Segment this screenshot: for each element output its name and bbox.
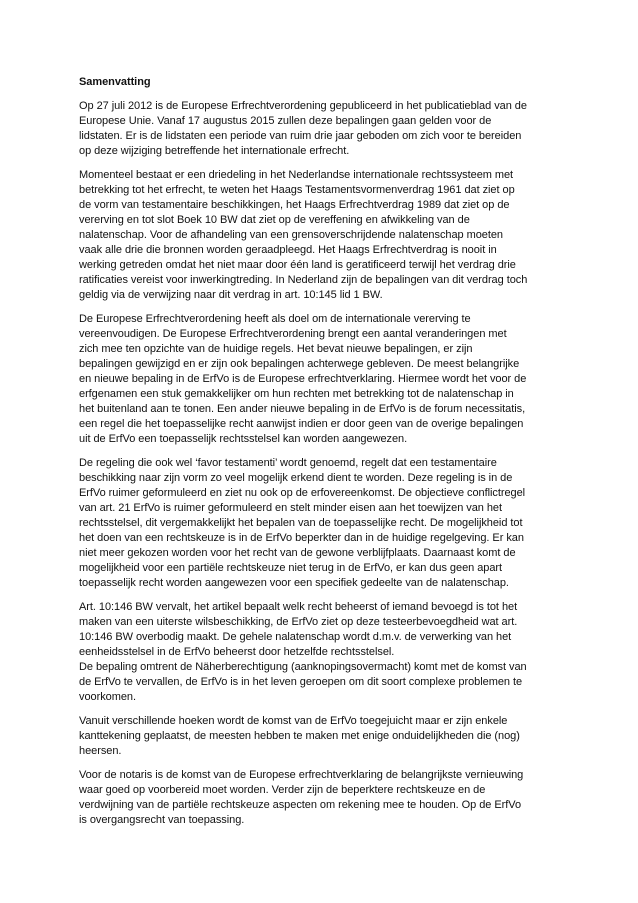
paragraph-line: maken van een uiterste wilsbeschikking, de ErfVo ziet op deze testeerbevoegdheid wat art. xyxy=(79,616,518,628)
paragraph-line: vereenvoudigen. De Europese Erfrechtverordening brengt een aantal veranderingen met xyxy=(79,328,507,340)
paragraph-2 xyxy=(79,168,563,303)
paragraph-line: zich mee ten opzichte van de huidige regels. Het bevat nieuwe bepalingen, er zijn xyxy=(79,343,473,355)
paragraph-line: Vanuit verschillende hoeken wordt de komst van de ErfVo toegejuicht maar er zijn enkele xyxy=(79,715,508,727)
paragraph-line: het buitenland aan te tonen. Een ander nieuwe bepaling in de ErfVo is de forum necessitatis, xyxy=(79,403,526,415)
paragraph-line: heersen. xyxy=(79,745,122,757)
paragraph-line: Europese Unie. Vanaf 17 augustus 2015 zullen deze bepalingen gaan gelden voor de xyxy=(79,115,492,127)
paragraph-line: bepalingen gewijzigd en er zijn ook bepalingen achterwege gebleven. De meest belangrijke xyxy=(79,358,520,370)
paragraph-line: De regeling die ook wel ‘favor testamenti’ wordt genoemd, regelt dat een testamentaire xyxy=(79,457,497,469)
paragraph-line: vaak alle drie die bronnen worden geraadpleegd. Het Haags Erfrechtverdrag is nooit in xyxy=(79,244,497,256)
document-content xyxy=(79,75,563,837)
paragraph-line: is overgangsrecht van toepassing. xyxy=(79,814,245,826)
paragraph-line: De Europese Erfrechtverordening heeft als doel om de internationale vererving te xyxy=(79,313,471,325)
paragraph-line: Voor de notaris is de komst van de Europese erfrechtverklaring de belangrijkste vernieuwing xyxy=(79,769,524,781)
paragraph-line: ErfVo ruimer geformuleerd en ziet nu ook op de erfovereenkomst. De objectieve conflictregel xyxy=(79,487,526,499)
paragraph-line: lidstaten. Er is de lidstaten een periode van ruim drie jaar geboden om zich voor te bereiden xyxy=(79,130,522,142)
paragraph-line: de vorm van testamentaire beschikkingen, het Haags Erfrechtverdrag 1989 dat ziet op de xyxy=(79,199,510,211)
paragraph-4 xyxy=(79,456,563,591)
paragraph-line: erfgenamen een stuk gemakkelijker om hun rechten met betrekking tot de nalatenschap in xyxy=(79,388,514,400)
paragraph-line: eenheidsstelsel in de ErfVo beheerst door hetzelfde rechtsstelsel. xyxy=(79,646,395,658)
paragraph-line: een regel die het toepasselijke recht aanwijst indien er door geen van de overige bepalingen xyxy=(79,418,524,430)
paragraph-line: betrekking tot het erfrecht, te weten het Haags Testamentsvormenverdrag 1961 dat ziet op xyxy=(79,184,515,196)
paragraph-line: nalatenschap. Voor de afhandeling van een grensoverschrijdende nalatenschap moeten xyxy=(79,229,503,241)
paragraph-line: ratificaties vereist voor inwerkingtreding. In Nederland zijn de bepalingen van dit verdrag toch xyxy=(79,274,528,286)
paragraph-1 xyxy=(79,99,563,159)
paragraph-line: waar goed op voorbereid moet worden. Verder zijn de beperktere rechtskeuze en de xyxy=(79,784,486,796)
paragraph-line: werking getreden omdat het niet maar door één land is geratificeerd terwijl het verdrag drie xyxy=(79,259,516,271)
paragraph-line: Momenteel bestaat er een driedeling in het Nederlandse internationale rechtssysteem met xyxy=(79,169,514,181)
paragraph-line: uit de ErfVo een toepasselijk rechtsstelsel kan worden aangewezen. xyxy=(79,433,408,445)
paragraph-line: De bepaling omtrent de Näherberechtigung (aanknopingsovermacht) komt met de komst van xyxy=(79,661,527,673)
paragraph-5 xyxy=(79,600,563,705)
paragraph-line: Art. 10:146 BW vervalt, het artikel bepaalt welk recht beheerst of iemand bevoegd is tot het xyxy=(79,601,518,613)
paragraph-line: verdwijning van de partiële rechtskeuze aspecten om rekening mee te houden. Op de ErfVo xyxy=(79,799,522,811)
paragraph-line: niet meer gekozen worden voor het recht van de gewone verblijfplaats. Daarnaast komt de xyxy=(79,547,516,559)
paragraph-line: de ErfVo te vervallen, de ErfVo is in het leven geroepen om dit soort complexe problemen te xyxy=(79,676,523,688)
paragraph-line: en nieuwe bepaling in de ErfVo is de Europese erfrechtverklaring. Hiermee wordt het voor de xyxy=(79,373,527,385)
paragraph-line: 10:146 BW overbodig maakt. De gehele nalatenschap wordt d.m.v. de verwerking van het xyxy=(79,631,512,643)
paragraph-line: mogelijkheid voor een partiële rechtskeuze niet terug in de ErfVo, er kan dus geen apart xyxy=(79,562,503,574)
paragraph-line: rechtsstelsel, dit vergemakkelijkt het bepalen van de toepasselijke recht. De mogelijkheid tot xyxy=(79,517,523,529)
paragraph-line: van art. 21 ErfVo is ruimer geformuleerd en stelt minder eisen aan het toewijzen van het xyxy=(79,502,502,514)
paragraph-line: vererving en tot slot Boek 10 BW dat ziet op de vereffening en afwikkeling van de xyxy=(79,214,470,226)
paragraph-line: kanttekening geplaatst, de meesten hebben te maken met enige onduidelijkheden die (nog) xyxy=(79,730,520,742)
paragraph-line: beschikking naar zijn vorm zo veel mogelijk erkend dient te worden. Deze regeling is in de xyxy=(79,472,513,484)
paragraph-line: geldig via de verwijzing naar dit verdrag in art. 10:145 lid 1 BW. xyxy=(79,289,383,301)
paragraph-line: voorkomen. xyxy=(79,691,136,703)
paragraph-line: het doen van een rechtskeuze is in de ErfVo beperkter dan in de huidige regelgeving. Er kan xyxy=(79,532,524,544)
section-heading: Samenvatting xyxy=(79,76,151,88)
paragraph-line: toepasselijk recht worden aangewezen voor een specifiek gedeelte van de nalatenschap. xyxy=(79,577,509,589)
paragraph-7 xyxy=(79,768,563,828)
paragraph-line: Op 27 juli 2012 is de Europese Erfrechtverordening gepubliceerd in het publicatieblad van de xyxy=(79,100,527,112)
paragraph-6 xyxy=(79,714,563,759)
paragraph-line: op deze wijziging betreffende het internationale erfrecht. xyxy=(79,145,350,157)
paragraph-3 xyxy=(79,312,563,447)
